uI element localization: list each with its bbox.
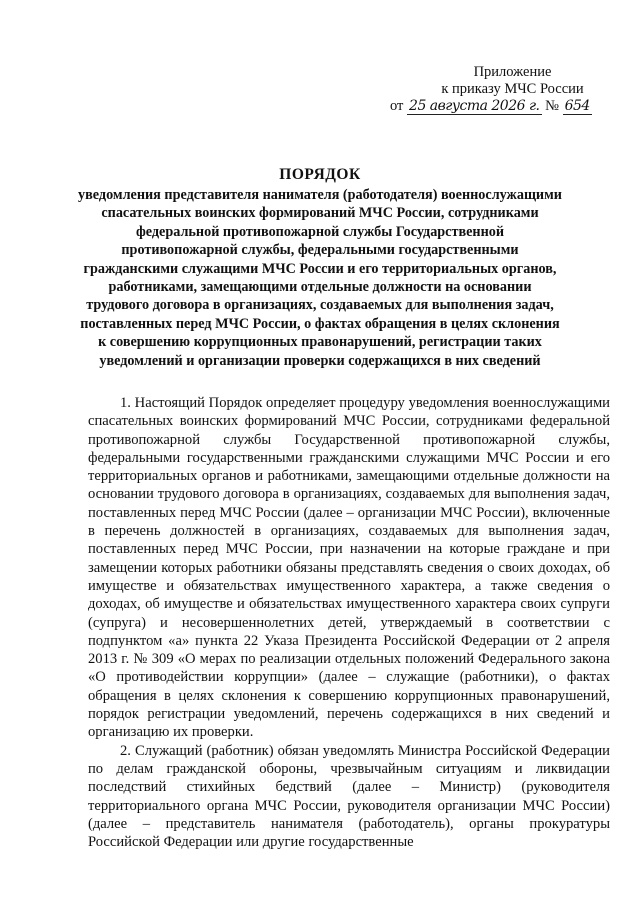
document-title: ПОРЯДОК [279, 166, 361, 183]
handwritten-order-date: 25 августа 2026 г. [409, 98, 540, 114]
document-body [88, 394, 610, 851]
paragraph-1: 1. Настоящий Порядок определяет процедуру уведомления военнослужащими спасательных воинских формирований МЧС России, сотрудниками федеральной противопожарной службы Государственной противопожарной службы, федеральными государственными гражданскими служащими МЧС России и его территориальных органов и работниками, замещающими отдельные должности на основании трудового договора в организациях, создаваемых для выполнения задач, поставленных перед МЧС России (далее – организации МЧС России), включенные в перечень должностей в организациях, создаваемых для выполнения задач, поставленных перед МЧС России, при назначении на которые граждане и при замещении которых работники обязаны представлять сведения о своих доходах, об имуществе и обязательствах имущественного характера, а также сведения о доходах, об имуществе и обязательствах имущественного характера своих супруги (супруга) и несовершеннолетних детей, утверждаемый в соответствии с подпунктом «а» пункта 22 Указа Президента Российской Федерации от 2 апреля 2013 г. № 309 «О мерах по реализации отдельных положений Федерального закона «О противодействии коррупции» (далее – служащие (работники), о фактах обращения в целях склонения к совершению коррупционных правонарушений, порядок регистрации уведомлений, перечень содержащихся в них сведений и организацию их проверки. [88, 395, 610, 741]
appendix-order-reference: к приказу МЧС России [441, 81, 584, 97]
order-from-prefix: от [390, 98, 404, 114]
appendix-order-date-number [390, 98, 620, 115]
appendix-label: Приложение [473, 64, 552, 80]
appendix-header [390, 64, 620, 115]
paragraph-2: 2. Служащий (работник) обязан уведомлять Министра Российской Федерации по делам гражданской обороны, чрезвычайным ситуациям и ликвидации последствий стихийных бедствий (далее – Министр) (руководителя территориального органа МЧС России, руководителя организации МЧС России) (далее – представитель нанимателя (работодатель), органы прокуратуры Российской Федерации или другие государственные [88, 742, 610, 851]
order-number-prefix: № [545, 98, 559, 114]
handwritten-order-number: 654 [564, 98, 590, 114]
document-subtitle: уведомления представителя нанимателя (работодателя) военнослужащими спасательных воинских формирований МЧС России, сотрудниками федеральной противопожарной службы Государственной противопожарной службы, федеральными государственными гражданскими служащими МЧС России и его территориальных органов, работниками, замещающими отдельные должности на основании трудового договора в организациях, создаваемых для выполнения задач, поставленных перед МЧС России, о фактах обращения в целях склонения к совершению коррупционных правонарушений, регистрации таких уведомлений и организации проверки содержащихся в них сведений [78, 187, 562, 369]
